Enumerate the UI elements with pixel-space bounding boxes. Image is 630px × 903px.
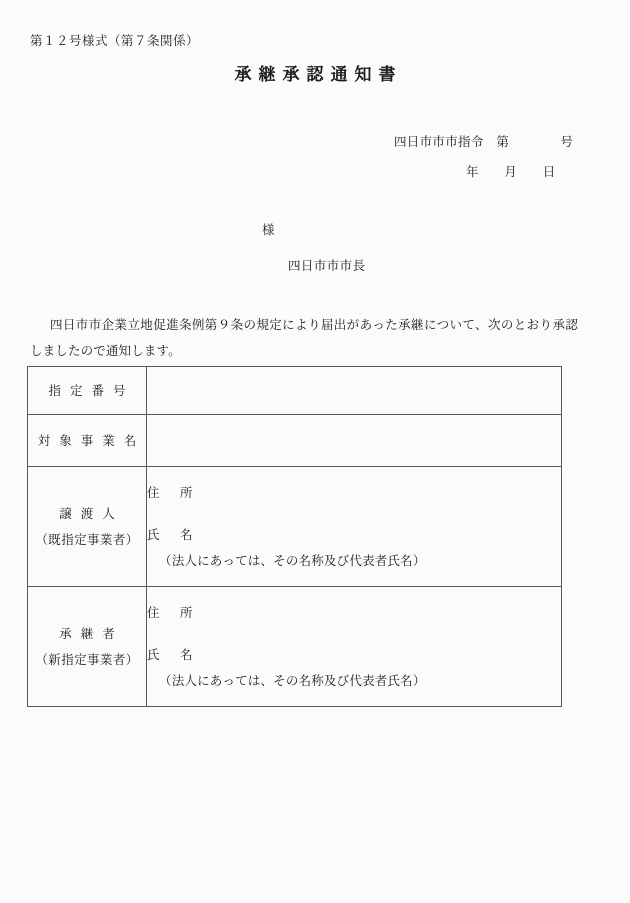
field-label-address: 住 所 (147, 485, 197, 500)
page-title: 承継承認通知書 (234, 65, 403, 84)
issuer-name: 四日市市市長 (288, 259, 366, 273)
label-text: 承継者 (59, 626, 124, 641)
row-label-successor (28, 587, 147, 707)
table-row (28, 587, 562, 707)
spacer (147, 506, 561, 522)
order-number-line: 四日市市市指令 第 号 (394, 135, 574, 149)
row-value-designation-number[interactable] (147, 367, 562, 415)
body-paragraph: 四日市市企業立地促進条例第９条の規定により届出があった承継について、次のとおり承認しましたので通知します。 (30, 318, 578, 358)
spacer (147, 626, 561, 642)
issue-date-line: 年 月 日 (466, 165, 556, 179)
field-note-corporate: （法人にあっては、その名称及び代表者氏名） (159, 553, 426, 568)
label-text: 対象事業名 (37, 433, 146, 448)
label-subtext: （新指定事業者） (35, 652, 139, 667)
row-value-business-name[interactable] (147, 415, 562, 467)
notification-table (27, 366, 562, 707)
row-value-transferor[interactable] (147, 467, 562, 587)
field-label-name: 氏 名 (147, 647, 197, 662)
field-label-name: 氏 名 (147, 527, 197, 542)
table-row (28, 415, 562, 467)
row-label-transferor (28, 467, 147, 587)
row-label-designation-number (28, 367, 147, 415)
addressee-honorific: 様 (262, 223, 275, 237)
table-row (28, 467, 562, 587)
label-subtext: （既指定事業者） (35, 532, 139, 547)
row-value-successor[interactable] (147, 587, 562, 707)
table-row (28, 367, 562, 415)
label-text: 譲渡人 (59, 506, 124, 521)
form-number: 第１２号様式（第７条関係） (30, 34, 200, 48)
field-label-address: 住 所 (147, 605, 197, 620)
label-text: 指定番号 (48, 383, 135, 398)
row-label-business-name (28, 415, 147, 467)
field-note-corporate: （法人にあっては、その名称及び代表者氏名） (159, 673, 426, 688)
